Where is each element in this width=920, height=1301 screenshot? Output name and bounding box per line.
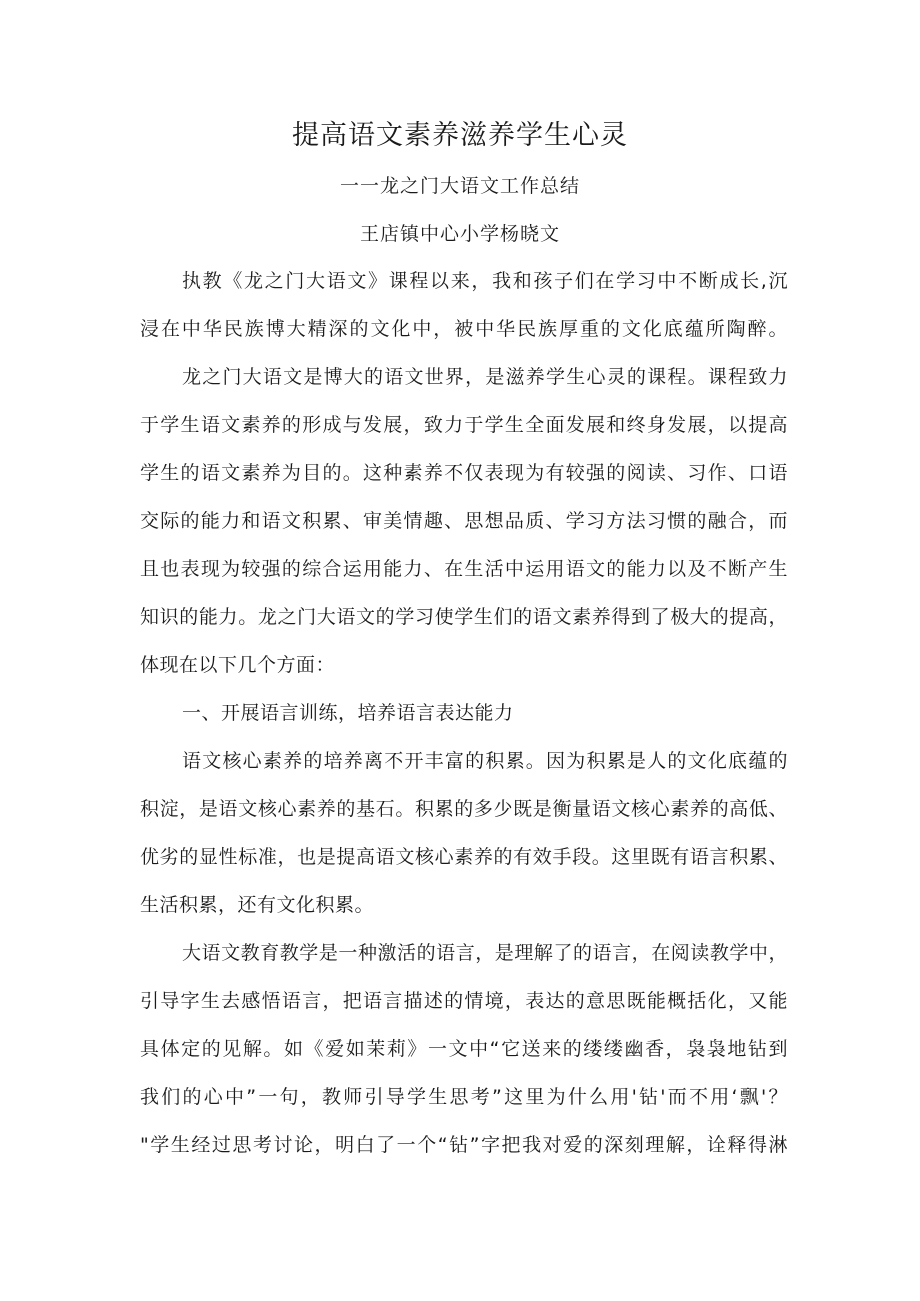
paragraph-2-line-6: 知识的能力。龙之门大语文的学习使学生们的语文素养得到了极大的提高，: [140, 606, 788, 628]
paragraph-2-line-4: 交际的能力和语文积累、审美情趣、思想品质、学习方法习惯的融合，而: [140, 510, 788, 532]
paragraph-4-line-4: 我们的心中”一句，教师引导学生思考”这里为什么用'钻'而不用‘飘'？: [140, 1086, 788, 1108]
document-author: 王店镇中心小学杨晓文: [359, 223, 560, 245]
paragraph-1-line-2: 浸在中华民族博大精深的文化中，被中华民族厚重的文化底蕴所陶醉。: [140, 318, 788, 340]
paragraph-4-line-3: 具体定的见解。如《爱如茉莉》一文中“它送来的缕缕幽香，袅袅地钻到: [140, 1038, 788, 1060]
paragraph-1-line-1: 执教《龙之门大语文》课程以来，我和孩子们在学习中不断成长,沉: [182, 270, 788, 292]
paragraph-2-line-3: 学生的语文素养为目的。这种素养不仅表现为有较强的阅读、习作、口语: [140, 462, 788, 484]
paragraph-2-line-7: 体现在以下几个方面：: [140, 654, 336, 676]
paragraph-4-line-5: "学生经过思考讨论，明白了一个“钻”字把我对爱的深刻理解，诠释得淋: [140, 1134, 788, 1156]
paragraph-3-line-1: 语文核心素养的培养离不开丰富的积累。因为积累是人的文化底蕴的: [182, 750, 788, 772]
document-subtitle: 一一龙之门大语文工作总结: [339, 175, 580, 197]
paragraph-4-line-1: 大语文教育教学是一种激活的语言，是理解了的语言，在阅读教学中，: [182, 942, 788, 964]
section-heading-1: 一、开展语言训练，培养语言表达能力: [182, 702, 514, 724]
paragraph-2-line-1: 龙之门大语文是博大的语文世界，是滋养学生心灵的课程。课程致力: [182, 366, 788, 388]
paragraph-3-line-4: 生活积累，还有文化积累。: [140, 894, 375, 916]
paragraph-2-line-2: 于学生语文素养的形成与发展，致力于学生全面发展和终身发展，以提高: [140, 414, 788, 436]
paragraph-2-line-5: 且也表现为较强的综合运用能力、在生活中运用语文的能力以及不断产生: [140, 558, 788, 580]
paragraph-3-line-2: 积淀，是语文核心素养的基石。积累的多少既是衡量语文核心素养的高低、: [140, 798, 788, 820]
paragraph-3-line-3: 优劣的显性标准，也是提高语文核心素养的有效手段。这里既有语言积累、: [140, 846, 788, 868]
document-title: 提高语文素养滋养学生心灵: [292, 120, 628, 151]
paragraph-4-line-2: 引导字生去感悟语言，把语言描述的情境，表达的意思既能概括化，又能: [140, 990, 788, 1012]
